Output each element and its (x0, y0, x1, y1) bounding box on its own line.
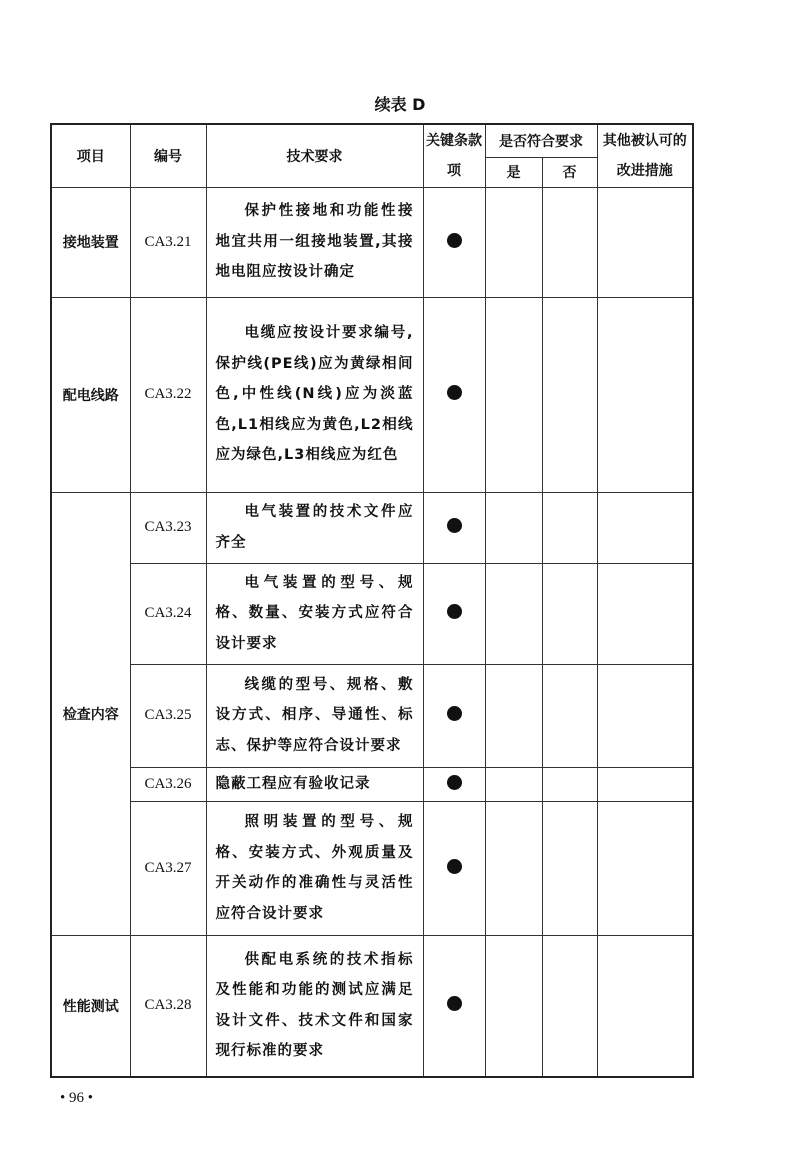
no-cell (542, 563, 597, 664)
yes-cell (485, 187, 542, 297)
no-cell (542, 297, 597, 492)
row-requirement: 电气装置的技术文件应齐全 (206, 492, 423, 563)
other-cell (597, 767, 693, 801)
other-cell (597, 664, 693, 767)
row-requirement: 电缆应按设计要求编号,保护线(PE线)应为黄绿相间色,中性线(N线)应为淡蓝色,L1相线应为黄色,L2相线应为绿色,L3相线应为红色 (206, 297, 423, 492)
key-clause-dot-icon (447, 385, 462, 400)
row-item: 配电线路 (51, 297, 130, 492)
table-row (51, 801, 693, 935)
inspection-table (50, 123, 694, 1078)
row-code: CA3.28 (130, 935, 206, 1077)
row-requirement: 供配电系统的技术指标及性能和功能的测试应满足设计文件、技术文件和国家现行标准的要求 (206, 935, 423, 1077)
no-cell (542, 935, 597, 1077)
table-row (51, 664, 693, 767)
table-row (51, 187, 693, 297)
row-item: 性能测试 (51, 935, 130, 1077)
table-row (51, 492, 693, 563)
header-yes: 是 (485, 157, 542, 187)
no-cell (542, 492, 597, 563)
header-key-clause: 关键条款项 (423, 124, 485, 187)
yes-cell (485, 935, 542, 1077)
row-code: CA3.23 (130, 492, 206, 563)
yes-cell (485, 563, 542, 664)
key-clause-dot-icon (447, 233, 462, 248)
page-number: • 96 • (60, 1090, 94, 1106)
row-item: 检查内容 (51, 492, 130, 935)
other-cell (597, 801, 693, 935)
row-requirement: 保护性接地和功能性接地宜共用一组接地装置,其接地电阻应按设计确定 (206, 187, 423, 297)
yes-cell (485, 297, 542, 492)
header-conform: 是否符合要求 (485, 124, 597, 157)
table-row (51, 297, 693, 492)
other-cell (597, 492, 693, 563)
header-other: 其他被认可的改进措施 (597, 124, 693, 187)
key-clause-dot-icon (447, 706, 462, 721)
row-code: CA3.24 (130, 563, 206, 664)
key-clause-dot-icon (447, 604, 462, 619)
yes-cell (485, 664, 542, 767)
table-row (51, 767, 693, 801)
no-cell (542, 801, 597, 935)
no-cell (542, 187, 597, 297)
other-cell (597, 563, 693, 664)
row-code: CA3.27 (130, 801, 206, 935)
table-row (51, 935, 693, 1077)
key-clause-dot-icon (447, 775, 462, 790)
row-requirement: 线缆的型号、规格、敷设方式、相序、导通性、标志、保护等应符合设计要求 (206, 664, 423, 767)
yes-cell (485, 492, 542, 563)
row-code: CA3.22 (130, 297, 206, 492)
header-item: 项目 (51, 124, 130, 187)
other-cell (597, 935, 693, 1077)
row-requirement: 照明装置的型号、规格、安装方式、外观质量及开关动作的准确性与灵活性应符合设计要求 (206, 801, 423, 935)
table-title: 续表 D (374, 95, 426, 114)
yes-cell (485, 767, 542, 801)
row-requirement: 隐蔽工程应有验收记录 (206, 767, 423, 801)
no-cell (542, 767, 597, 801)
key-clause-dot-icon (447, 996, 462, 1011)
no-cell (542, 664, 597, 767)
row-code: CA3.21 (130, 187, 206, 297)
header-code: 编号 (130, 124, 206, 187)
row-code: CA3.25 (130, 664, 206, 767)
row-code: CA3.26 (130, 767, 206, 801)
key-clause-dot-icon (447, 518, 462, 533)
other-cell (597, 187, 693, 297)
key-clause-dot-icon (447, 859, 462, 874)
header-requirement: 技术要求 (206, 124, 423, 187)
table-row (51, 563, 693, 664)
row-item: 接地装置 (51, 187, 130, 297)
yes-cell (485, 801, 542, 935)
row-requirement: 电气装置的型号、规格、数量、安装方式应符合设计要求 (206, 563, 423, 664)
header-no: 否 (542, 157, 597, 187)
other-cell (597, 297, 693, 492)
